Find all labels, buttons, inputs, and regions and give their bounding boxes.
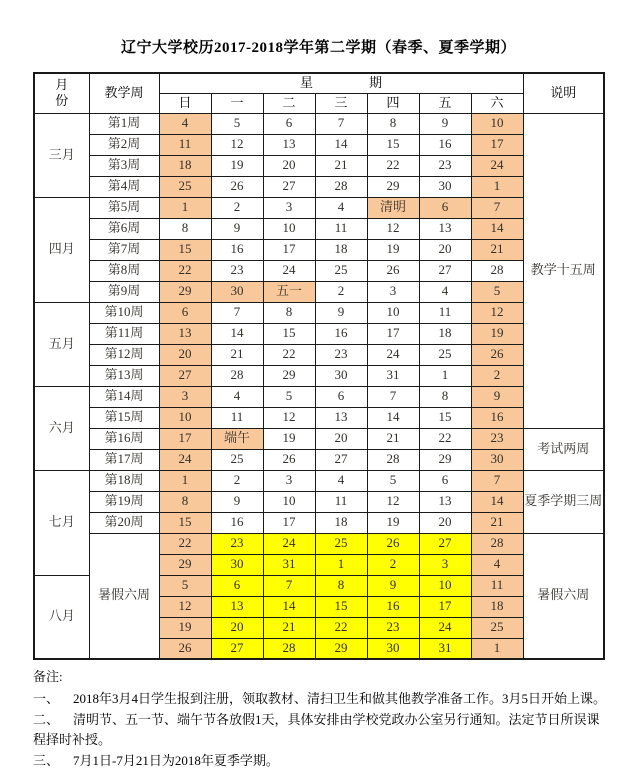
day-cell: 26	[159, 638, 211, 659]
day-cell: 7	[263, 575, 315, 596]
day-cell: 2	[211, 197, 263, 218]
calendar-body	[34, 113, 604, 659]
remark-text: 2018年3月4日学生报到注册，领取教材、清扫卫生和做其他教学准备工作。3月5日开始上课。	[73, 690, 607, 706]
day-cell: 11	[419, 302, 471, 323]
day-cell: 13	[419, 218, 471, 239]
day-cell: 19	[159, 617, 211, 638]
week-cell: 第8周	[89, 260, 159, 281]
day-cell: 20	[263, 155, 315, 176]
remark-note-3	[33, 751, 608, 772]
day-cell: 17	[159, 428, 211, 449]
note-cell: 教学十五周	[523, 113, 604, 428]
month-cell: 五月	[34, 302, 89, 386]
remarks-section	[33, 667, 608, 772]
day-cell: 9	[367, 575, 419, 596]
calendar-row	[34, 365, 604, 386]
day-cell: 20	[419, 512, 471, 533]
calendar-row	[34, 155, 604, 176]
day-cell: 1	[471, 638, 523, 659]
day-cell: 25	[315, 260, 367, 281]
calendar-row	[34, 449, 604, 470]
calendar-row	[34, 428, 604, 449]
week-cell: 第12周	[89, 344, 159, 365]
holiday-day-cell: 端午	[211, 428, 263, 449]
day-cell: 29	[159, 281, 211, 302]
day-cell: 28	[367, 449, 419, 470]
day-cell: 21	[471, 239, 523, 260]
day-header-cell: 四	[367, 93, 419, 113]
day-header-cell: 六	[471, 93, 523, 113]
day-cell: 17	[263, 239, 315, 260]
day-cell: 9	[211, 218, 263, 239]
day-cell: 17	[263, 512, 315, 533]
day-cell: 6	[419, 197, 471, 218]
week-cell: 第18周	[89, 470, 159, 491]
day-cell: 31	[263, 554, 315, 575]
day-cell: 4	[315, 470, 367, 491]
day-cell: 26	[263, 449, 315, 470]
day-cell: 19	[367, 512, 419, 533]
day-cell: 28	[471, 533, 523, 554]
week-cell: 第15周	[89, 407, 159, 428]
day-cell: 5	[263, 386, 315, 407]
day-cell: 10	[263, 218, 315, 239]
calendar-row	[34, 386, 604, 407]
holiday-day-cell: 清明	[367, 197, 419, 218]
day-header-cell: 二	[263, 93, 315, 113]
day-cell: 16	[211, 239, 263, 260]
remark-number: 一、	[33, 690, 60, 706]
day-cell: 23	[211, 260, 263, 281]
holiday-day-cell: 五一	[263, 281, 315, 302]
day-cell: 1	[419, 365, 471, 386]
day-cell: 14	[211, 323, 263, 344]
day-cell: 8	[367, 113, 419, 134]
week-cell: 第6周	[89, 218, 159, 239]
remark-text: 清明节、五一节、端午节各放假1天，具体安排由学校党政办公室另行通知。法定节日所误课程择时补授。	[33, 711, 600, 748]
day-cell: 13	[159, 323, 211, 344]
day-cell: 27	[159, 365, 211, 386]
day-cell: 23	[315, 344, 367, 365]
day-cell: 19	[367, 239, 419, 260]
month-cell: 六月	[34, 386, 89, 470]
day-cell: 8	[159, 218, 211, 239]
day-cell: 23	[471, 428, 523, 449]
day-cell: 4	[471, 554, 523, 575]
day-cell: 26	[367, 260, 419, 281]
academic-calendar-table	[33, 72, 605, 660]
day-cell: 7	[315, 113, 367, 134]
day-cell: 4	[211, 386, 263, 407]
remark-note-1	[33, 689, 608, 710]
day-cell: 23	[419, 155, 471, 176]
day-cell: 16	[211, 512, 263, 533]
day-cell: 24	[263, 533, 315, 554]
day-cell: 22	[315, 617, 367, 638]
day-cell: 29	[367, 176, 419, 197]
day-cell: 27	[315, 449, 367, 470]
remark-note-2	[33, 710, 608, 752]
week-cell: 第16周	[89, 428, 159, 449]
week-cell: 第17周	[89, 449, 159, 470]
day-cell: 14	[367, 407, 419, 428]
day-cell: 22	[367, 155, 419, 176]
week-cell: 第10周	[89, 302, 159, 323]
week-cell: 第11周	[89, 323, 159, 344]
day-cell: 18	[159, 155, 211, 176]
calendar-row	[34, 323, 604, 344]
day-cell: 22	[159, 533, 211, 554]
day-cell: 3	[159, 386, 211, 407]
day-cell: 21	[315, 155, 367, 176]
day-header-cell: 日	[159, 93, 211, 113]
day-cell: 25	[419, 344, 471, 365]
note-cell: 暑假六周	[523, 533, 604, 659]
day-cell: 3	[263, 197, 315, 218]
day-cell: 28	[263, 638, 315, 659]
day-cell: 13	[419, 491, 471, 512]
week-cell: 暑假六周	[89, 533, 159, 659]
day-cell: 24	[471, 155, 523, 176]
day-cell: 24	[159, 449, 211, 470]
month-cell: 八月	[34, 575, 89, 659]
day-cell: 29	[263, 365, 315, 386]
day-header-cell: 一	[211, 93, 263, 113]
day-cell: 7	[471, 197, 523, 218]
day-cell: 28	[211, 365, 263, 386]
calendar-row	[34, 260, 604, 281]
month-cell: 三月	[34, 113, 89, 197]
notes-column-header: 说明	[523, 73, 604, 113]
day-cell: 9	[419, 113, 471, 134]
day-cell: 8	[263, 302, 315, 323]
week-cell: 第1周	[89, 113, 159, 134]
day-cell: 14	[263, 596, 315, 617]
day-cell: 1	[315, 554, 367, 575]
day-cell: 27	[211, 638, 263, 659]
day-cell: 22	[419, 428, 471, 449]
day-cell: 24	[367, 344, 419, 365]
day-cell: 3	[263, 470, 315, 491]
day-cell: 21	[367, 428, 419, 449]
calendar-row	[34, 344, 604, 365]
remark-number: 三、	[33, 753, 60, 769]
day-cell: 4	[419, 281, 471, 302]
day-cell: 6	[211, 575, 263, 596]
day-cell: 31	[419, 638, 471, 659]
calendar-row	[34, 512, 604, 533]
week-cell: 第13周	[89, 365, 159, 386]
day-cell: 1	[159, 197, 211, 218]
day-cell: 9	[211, 491, 263, 512]
month-cell: 七月	[34, 470, 89, 575]
day-cell: 9	[315, 302, 367, 323]
calendar-row	[34, 470, 604, 491]
week-cell: 第4周	[89, 176, 159, 197]
day-cell: 16	[367, 596, 419, 617]
calendar-row	[34, 281, 604, 302]
day-cell: 25	[211, 449, 263, 470]
day-cell: 17	[367, 323, 419, 344]
week-group-header: 星期	[159, 73, 523, 93]
day-cell: 30	[211, 281, 263, 302]
day-cell: 29	[315, 638, 367, 659]
day-cell: 26	[367, 533, 419, 554]
day-cell: 5	[367, 470, 419, 491]
day-cell: 12	[471, 302, 523, 323]
calendar-row	[34, 239, 604, 260]
day-cell: 20	[315, 428, 367, 449]
day-cell: 15	[315, 596, 367, 617]
day-cell: 12	[263, 407, 315, 428]
day-cell: 5	[159, 575, 211, 596]
teaching-week-column-header: 教学周	[89, 73, 159, 113]
day-cell: 15	[159, 512, 211, 533]
day-cell: 19	[471, 323, 523, 344]
day-cell: 18	[419, 323, 471, 344]
day-cell: 7	[211, 302, 263, 323]
day-cell: 16	[419, 134, 471, 155]
calendar-row	[34, 218, 604, 239]
day-cell: 18	[315, 512, 367, 533]
week-cell: 第7周	[89, 239, 159, 260]
week-cell: 第9周	[89, 281, 159, 302]
day-cell: 5	[211, 113, 263, 134]
day-cell: 5	[471, 281, 523, 302]
day-cell: 12	[367, 218, 419, 239]
day-cell: 20	[419, 239, 471, 260]
remark-text: 7月1日-7月21日为2018年夏季学期。	[73, 753, 279, 769]
calendar-row	[34, 491, 604, 512]
day-cell: 21	[471, 512, 523, 533]
day-cell: 19	[211, 155, 263, 176]
day-cell: 8	[315, 575, 367, 596]
day-cell: 21	[263, 617, 315, 638]
month-column-header: 月 份	[34, 73, 89, 113]
calendar-row	[34, 134, 604, 155]
day-header-cell: 三	[315, 93, 367, 113]
day-cell: 10	[471, 113, 523, 134]
day-cell: 6	[315, 386, 367, 407]
calendar-row	[34, 113, 604, 134]
day-cell: 2	[211, 470, 263, 491]
day-cell: 30	[419, 176, 471, 197]
day-cell: 12	[211, 134, 263, 155]
day-cell: 24	[419, 617, 471, 638]
calendar-row	[34, 407, 604, 428]
day-cell: 30	[367, 638, 419, 659]
day-cell: 25	[471, 617, 523, 638]
remarks-label: 备注:	[33, 669, 63, 684]
day-cell: 29	[419, 449, 471, 470]
day-cell: 18	[315, 239, 367, 260]
day-cell: 20	[211, 617, 263, 638]
day-cell: 2	[367, 554, 419, 575]
day-cell: 22	[263, 344, 315, 365]
day-cell: 28	[315, 176, 367, 197]
day-cell: 1	[159, 470, 211, 491]
day-cell: 30	[211, 554, 263, 575]
day-cell: 10	[159, 407, 211, 428]
day-cell: 18	[471, 596, 523, 617]
week-cell: 第3周	[89, 155, 159, 176]
day-cell: 16	[315, 323, 367, 344]
day-cell: 6	[263, 113, 315, 134]
day-cell: 23	[367, 617, 419, 638]
day-cell: 12	[159, 596, 211, 617]
day-cell: 14	[471, 491, 523, 512]
day-cell: 8	[159, 491, 211, 512]
day-cell: 7	[471, 470, 523, 491]
day-cell: 17	[419, 596, 471, 617]
day-cell: 14	[315, 134, 367, 155]
day-cell: 27	[263, 176, 315, 197]
day-cell: 25	[315, 533, 367, 554]
day-cell: 13	[263, 134, 315, 155]
day-cell: 22	[159, 260, 211, 281]
day-cell: 14	[471, 218, 523, 239]
day-cell: 30	[315, 365, 367, 386]
month-cell: 四月	[34, 197, 89, 302]
day-cell: 10	[419, 575, 471, 596]
calendar-row	[34, 176, 604, 197]
day-cell: 11	[315, 218, 367, 239]
day-cell: 25	[159, 176, 211, 197]
day-cell: 8	[419, 386, 471, 407]
header-row-1	[34, 73, 604, 93]
day-cell: 7	[367, 386, 419, 407]
day-cell: 4	[315, 197, 367, 218]
week-cell: 第5周	[89, 197, 159, 218]
week-cell: 第2周	[89, 134, 159, 155]
day-cell: 11	[211, 407, 263, 428]
page-title: 辽宁大学校历2017-2018学年第二学期（春季、夏季学期）	[121, 40, 516, 56]
day-cell: 17	[471, 134, 523, 155]
day-cell: 24	[263, 260, 315, 281]
day-cell: 11	[159, 134, 211, 155]
day-header-cell: 五	[419, 93, 471, 113]
calendar-row	[34, 197, 604, 218]
day-cell: 15	[159, 239, 211, 260]
day-cell: 11	[315, 491, 367, 512]
day-cell: 10	[367, 302, 419, 323]
day-cell: 13	[211, 596, 263, 617]
day-cell: 9	[471, 386, 523, 407]
calendar-row	[34, 302, 604, 323]
day-cell: 2	[471, 365, 523, 386]
day-cell: 15	[263, 323, 315, 344]
day-cell: 6	[159, 302, 211, 323]
day-cell: 1	[471, 176, 523, 197]
day-cell: 28	[471, 260, 523, 281]
day-cell: 4	[159, 113, 211, 134]
day-cell: 6	[419, 470, 471, 491]
day-cell: 27	[419, 533, 471, 554]
day-cell: 31	[367, 365, 419, 386]
day-cell: 3	[367, 281, 419, 302]
day-cell: 3	[419, 554, 471, 575]
day-cell: 20	[159, 344, 211, 365]
day-cell: 16	[471, 407, 523, 428]
note-cell: 夏季学期三周	[523, 470, 604, 533]
day-cell: 15	[367, 134, 419, 155]
remark-number: 二、	[33, 711, 60, 727]
day-cell: 19	[263, 428, 315, 449]
day-cell: 29	[159, 554, 211, 575]
day-cell: 13	[315, 407, 367, 428]
day-cell: 26	[471, 344, 523, 365]
day-cell: 11	[471, 575, 523, 596]
note-cell: 考试两周	[523, 428, 604, 470]
week-cell: 第19周	[89, 491, 159, 512]
calendar-row	[34, 533, 604, 554]
day-cell: 12	[367, 491, 419, 512]
day-cell: 30	[471, 449, 523, 470]
day-cell: 27	[419, 260, 471, 281]
day-cell: 21	[211, 344, 263, 365]
day-cell: 26	[211, 176, 263, 197]
day-cell: 2	[315, 281, 367, 302]
day-cell: 23	[211, 533, 263, 554]
week-cell: 第20周	[89, 512, 159, 533]
week-cell: 第14周	[89, 386, 159, 407]
day-cell: 15	[419, 407, 471, 428]
day-cell: 10	[263, 491, 315, 512]
